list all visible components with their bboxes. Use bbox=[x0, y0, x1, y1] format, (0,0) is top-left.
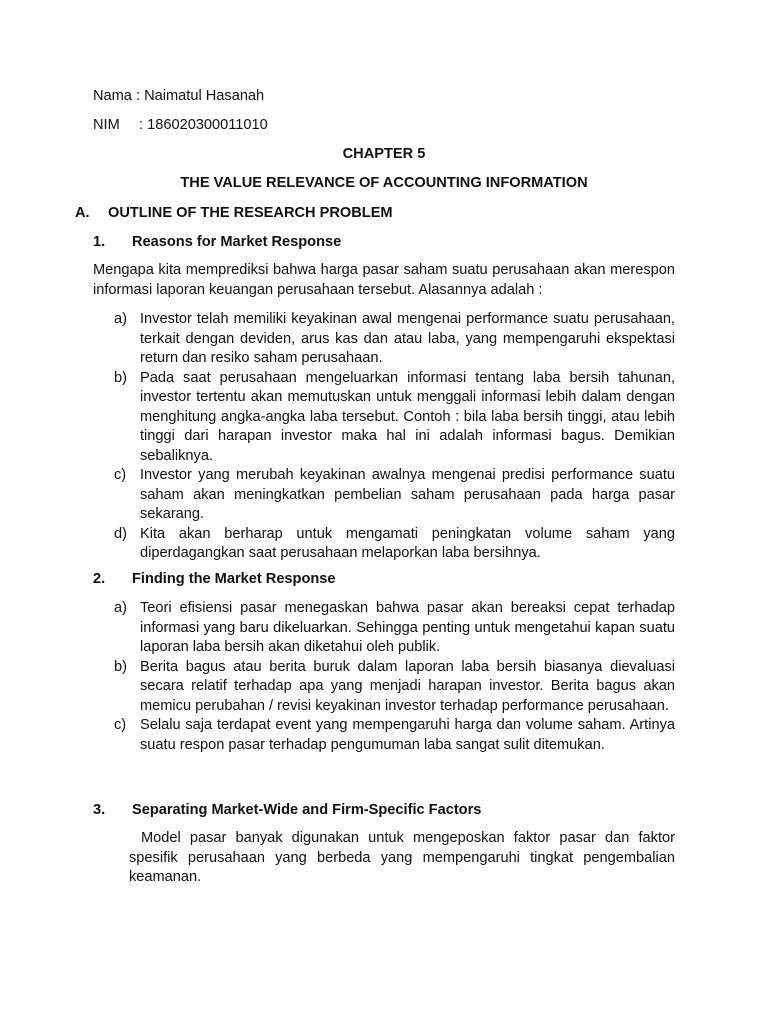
sub2-heading bbox=[93, 569, 336, 589]
section-a-heading bbox=[75, 203, 393, 223]
sub3-number: 3. bbox=[93, 802, 106, 818]
list-item-text: Teori efisiensi pasar menegaskan bahwa pasar akan bereaksi cepat terhadap informasi yang baru dikeluarkan. Sehingga penting untuk mengetahui kapan suatu laporan laba bersih akan diketahui oleh publik. bbox=[140, 600, 675, 655]
list-item-text: Selalu saja terdapat event yang mempengaruhi harga dan volume saham. Artinya suatu respon pasar terhadap pengumuman laba sangat sulit ditemukan. bbox=[140, 717, 675, 753]
nim-label: NIM bbox=[93, 117, 120, 133]
sub1-title: Reasons for Market Response bbox=[132, 234, 342, 250]
list-item bbox=[114, 369, 675, 467]
nim-value: : 186020300011010 bbox=[139, 117, 268, 133]
sub2-number: 2. bbox=[93, 571, 106, 587]
chapter-heading: CHAPTER 5 bbox=[342, 146, 426, 162]
sub2-title: Finding the Market Response bbox=[132, 571, 336, 587]
list-marker: b) bbox=[114, 369, 127, 386]
list-item bbox=[114, 466, 675, 525]
document-title: THE VALUE RELEVANCE OF ACCOUNTING INFORMATION bbox=[180, 175, 588, 191]
list-marker: c) bbox=[114, 717, 127, 733]
sub2-list bbox=[114, 599, 675, 755]
list-marker: b) bbox=[114, 658, 127, 675]
list-item bbox=[114, 525, 675, 564]
name-line bbox=[93, 86, 264, 106]
list-item bbox=[114, 310, 675, 369]
sub1-intro: Mengapa kita memprediksi bahwa harga pasar saham suatu perusahaan akan merespon informasi laporan keuangan perusahaan tersebut. Alasannya adalah : bbox=[93, 262, 675, 298]
list-item bbox=[114, 716, 675, 755]
list-item-text: Investor telah memiliki keyakinan awal mengenai performance suatu perusahaan, terkait dengan deviden, arus kas dan atau laba, yang mempengaruhi ekspektasi return dan resiko saham perusahaan. bbox=[140, 311, 675, 366]
name-value: : Naimatul Hasanah bbox=[136, 88, 265, 104]
list-marker: a) bbox=[114, 600, 127, 616]
list-marker: c) bbox=[114, 467, 127, 483]
list-item-text: Pada saat perusahaan mengeluarkan informasi tentang laba bersih tahunan, investor tertentu akan memutuskan untuk menggali informasi lebih dalam dengan menghitung angka-angka laba tersebut. Contoh : bila laba bersih tinggi, atau lebih tinggi dari harapan investor maka hal ini adalah informasi bagus. Demikian sebaliknya. bbox=[140, 369, 675, 464]
sub3-paragraph: Model pasar banyak digunakan untuk mengeposkan faktor pasar dan faktor spesifik perusahaan yang berbeda yang mempengaruhi tingkat pengembalian keamanan. bbox=[129, 830, 675, 885]
list-marker: d) bbox=[114, 525, 127, 542]
list-item-text: Kita akan berharap untuk mengamati peningkatan volume saham yang diperdagangkan saat perusahaan melaporkan laba bersihnya. bbox=[140, 525, 675, 561]
section-a-title: OUTLINE OF THE RESEARCH PROBLEM bbox=[108, 205, 393, 221]
list-item bbox=[114, 599, 675, 658]
sub3-heading bbox=[93, 800, 481, 820]
sub1-number: 1. bbox=[93, 234, 106, 250]
list-item bbox=[114, 658, 675, 717]
list-marker: a) bbox=[114, 311, 127, 327]
list-item-text: Investor yang merubah keyakinan awalnya mengenai predisi performance suatu saham akan meningkatkan pembelian saham perusahaan pada harga pasar sekarang. bbox=[140, 467, 675, 522]
sub3-title: Separating Market-Wide and Firm-Specific Factors bbox=[132, 802, 482, 818]
list-item-text: Berita bagus atau berita buruk dalam laporan laba bersih biasanya dievaluasi secara relatif terhadap apa yang menjadi harapan investor. Berita bagus akan memicu perubahan / revisi keyakinan investor terhadap performance perusahaan. bbox=[140, 658, 675, 714]
nim-line bbox=[93, 115, 268, 135]
name-label: Nama bbox=[93, 88, 132, 104]
section-a-marker: A. bbox=[75, 205, 90, 221]
sub1-heading bbox=[93, 232, 341, 252]
sub1-list bbox=[114, 310, 675, 564]
